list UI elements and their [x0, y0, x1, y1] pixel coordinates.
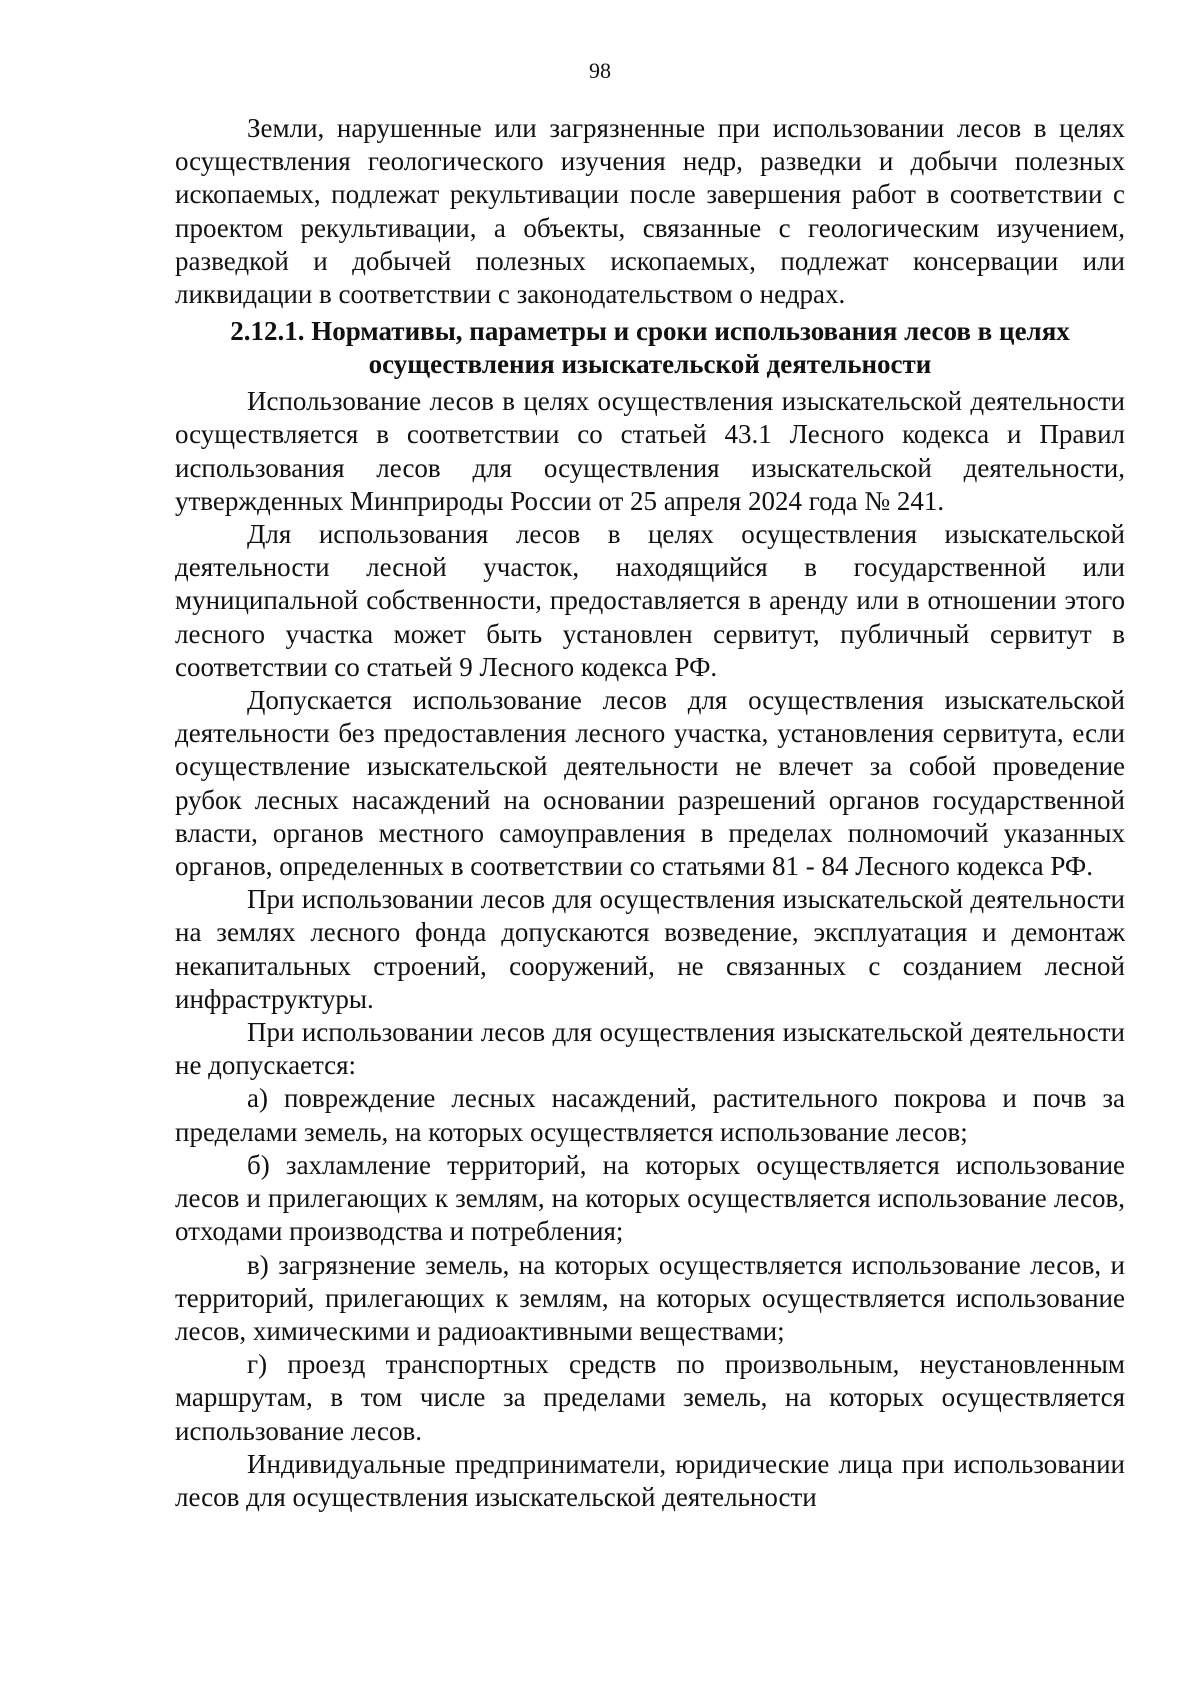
list-item-a: а) повреждение лесных насаждений, растительного покрова и почв за пределами земель, на которых осуществляется использование лесов; [175, 1083, 1125, 1147]
intro-paragraph: Земли, нарушенные или загрязненные при использовании лесов в целях осуществления геологического изучения недр, разведки и добычи полезных ископаемых, подлежат рекультивации после завершения работ в соответствии с проектом рекультивации, а объекты, связанные с геологическим изучением, разведкой и добычей полезных ископаемых, подлежат консервации или ликвидации в соответствии с законодательством о недрах. [175, 113, 1125, 310]
section-heading-line-2: осуществления изыскательской деятельности [368, 349, 932, 380]
section-heading [175, 315, 1125, 381]
list-item-g: г) проезд транспортных средств по произвольным, неустановленным маршрутам, в том числе за пределами земель, на которых осуществляется использование лесов. [175, 1349, 1125, 1446]
paragraph-construction: При использовании лесов для осуществления изыскательской деятельности на землях лесного фонда допускаются возведение, эксплуатация и демонтаж некапитальных строений, сооружений, не связанных с созданием лесной инфраструктуры. [175, 884, 1125, 1014]
paragraph-land-lease: Для использования лесов в целях осуществления изыскательской деятельности лесной участок, находящийся в государственной или муниципальной собственности, предоставляется в аренду или в отношении этого лесного участка может быть установлен сервитут, публичный сервитут в соответствии со статьей 9 Лесного кодекса РФ. [175, 519, 1125, 682]
section-heading-line-1: 2.12.1. Нормативы, параметры и сроки использования лесов в целях [230, 316, 1070, 347]
paragraph-without-plot: Допускается использование лесов для осуществления изыскательской деятельности без предоставления лесного участка, установления сервитута, если осуществление изыскательской деятельности не влечет за собой проведение рубок лесных насаждений на основании разрешений органов государственной власти, органов местного самоуправления в пределах полномочий указанных органов, определенных в соответствии со статьями 81 - 84 Лесного кодекса РФ. [175, 685, 1125, 882]
list-item-b: б) захламление территорий, на которых осуществляется использование лесов и прилегающих к землям, на которых осуществляется использование лесов, отходами производства и потребления; [175, 1149, 1125, 1247]
paragraph-legal-basis: Использование лесов в целях осуществления изыскательской деятельности осуществляется в соответствии со статьей 43.1 Лесного кодекса и Правил использования лесов для осуществления изыскательской деятельности, утвержденных Минприроды России от 25 апреля 2024 года № 241. [175, 386, 1125, 516]
paragraph-prohibitions-intro: При использовании лесов для осуществления изыскательской деятельности не допускается: [175, 1017, 1125, 1081]
paragraph-entrepreneurs: Индивидуальные предприниматели, юридические лица при использовании лесов для осуществления изыскательской деятельности [175, 1448, 1125, 1512]
list-item-v: в) загрязнение земель, на которых осуществляется использование лесов, и территорий, прилегающих к землям, на которых осуществляется использование лесов, химическими и радиоактивными веществами; [175, 1249, 1125, 1346]
page-number: 98 [589, 58, 611, 83]
document-body [175, 112, 1125, 1514]
